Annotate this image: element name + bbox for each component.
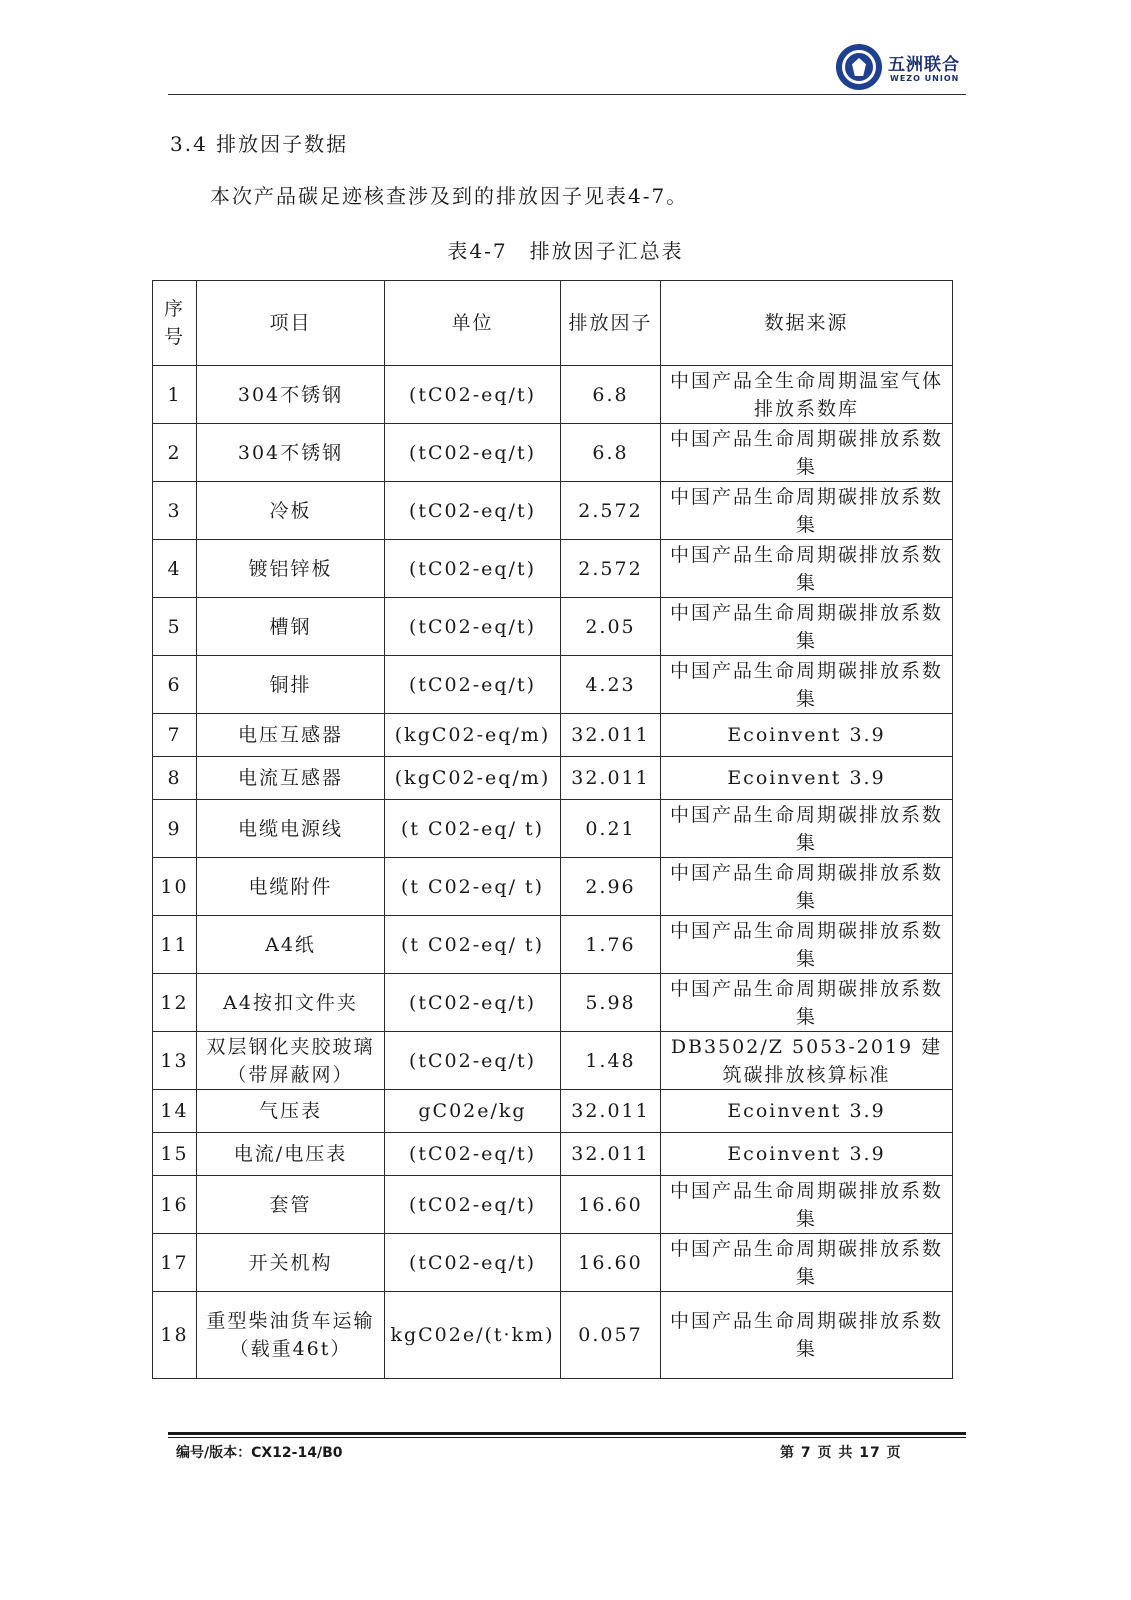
table-row xyxy=(153,1133,953,1176)
table-row xyxy=(153,1292,953,1379)
cell-source: 中国产品生命周期碳排放系数集 xyxy=(661,482,953,540)
table-row xyxy=(153,1234,953,1292)
cell-item: A4纸 xyxy=(197,916,385,974)
cell-item: 镀铝锌板 xyxy=(197,540,385,598)
cell-unit: (tC02-eq/t) xyxy=(385,1032,561,1090)
footer-divider-thin xyxy=(168,1437,966,1438)
table-row xyxy=(153,424,953,482)
cell-no: 18 xyxy=(153,1292,197,1379)
cell-item: 电流互感器 xyxy=(197,757,385,800)
cell-unit: (kgC02-eq/m) xyxy=(385,757,561,800)
cell-unit: (tC02-eq/t) xyxy=(385,598,561,656)
cell-no: 11 xyxy=(153,916,197,974)
cell-source: 中国产品生命周期碳排放系数集 xyxy=(661,974,953,1032)
cell-source: 中国产品生命周期碳排放系数集 xyxy=(661,1234,953,1292)
cell-source: 中国产品生命周期碳排放系数集 xyxy=(661,1292,953,1379)
cell-item: 双层钢化夹胶玻璃（带屏蔽网） xyxy=(197,1032,385,1090)
cell-unit: (t C02-eq/ t) xyxy=(385,916,561,974)
cell-no: 3 xyxy=(153,482,197,540)
cell-factor: 32.011 xyxy=(561,714,661,757)
cell-factor: 2.96 xyxy=(561,858,661,916)
cell-unit: (tC02-eq/t) xyxy=(385,1133,561,1176)
emission-factor-table xyxy=(152,280,953,1379)
header-divider xyxy=(168,94,966,95)
cell-no: 2 xyxy=(153,424,197,482)
table-row xyxy=(153,1176,953,1234)
cell-unit: (t C02-eq/ t) xyxy=(385,858,561,916)
col-header-source: 数据来源 xyxy=(661,281,953,366)
cell-source: 中国产品生命周期碳排放系数集 xyxy=(661,800,953,858)
cell-item: A4按扣文件夹 xyxy=(197,974,385,1032)
cell-item: 304不锈钢 xyxy=(197,424,385,482)
footer-divider-thick xyxy=(168,1432,966,1435)
cell-no: 1 xyxy=(153,366,197,424)
cell-source: 中国产品生命周期碳排放系数集 xyxy=(661,424,953,482)
col-header-item: 项目 xyxy=(197,281,385,366)
cell-factor: 6.8 xyxy=(561,424,661,482)
cell-item: 铜排 xyxy=(197,656,385,714)
cell-unit: (tC02-eq/t) xyxy=(385,974,561,1032)
table-row xyxy=(153,757,953,800)
table-row xyxy=(153,482,953,540)
cell-factor: 16.60 xyxy=(561,1176,661,1234)
cell-factor: 0.21 xyxy=(561,800,661,858)
cell-no: 8 xyxy=(153,757,197,800)
company-logo xyxy=(836,44,966,94)
page-number: 第 7 页 共 17 页 xyxy=(780,1445,902,1461)
cell-source: 中国产品生命周期碳排放系数集 xyxy=(661,656,953,714)
cell-factor: 32.011 xyxy=(561,1090,661,1133)
cell-factor: 32.011 xyxy=(561,1133,661,1176)
cell-unit: (tC02-eq/t) xyxy=(385,1234,561,1292)
cell-factor: 1.48 xyxy=(561,1032,661,1090)
cell-item: 重型柴油货车运输（载重46t） xyxy=(197,1292,385,1379)
cell-item: 槽钢 xyxy=(197,598,385,656)
cell-unit: kgC02e/(t·km) xyxy=(385,1292,561,1379)
cell-unit: (tC02-eq/t) xyxy=(385,540,561,598)
cell-no: 17 xyxy=(153,1234,197,1292)
table-row xyxy=(153,800,953,858)
cell-no: 4 xyxy=(153,540,197,598)
intro-paragraph: 本次产品碳足迹核查涉及到的排放因子见表4-7。 xyxy=(210,184,689,208)
cell-item: 304不锈钢 xyxy=(197,366,385,424)
table-row xyxy=(153,598,953,656)
cell-no: 5 xyxy=(153,598,197,656)
cell-unit: (t C02-eq/ t) xyxy=(385,800,561,858)
col-header-factor: 排放因子 xyxy=(561,281,661,366)
cell-source: 中国产品生命周期碳排放系数集 xyxy=(661,916,953,974)
cell-unit: gC02e/kg xyxy=(385,1090,561,1133)
cell-source: Ecoinvent 3.9 xyxy=(661,714,953,757)
cell-factor: 0.057 xyxy=(561,1292,661,1379)
table-row xyxy=(153,714,953,757)
cell-unit: (kgC02-eq/m) xyxy=(385,714,561,757)
logo-emblem-icon xyxy=(836,44,882,90)
cell-item: 电缆电源线 xyxy=(197,800,385,858)
cell-factor: 2.572 xyxy=(561,482,661,540)
table-row xyxy=(153,1090,953,1133)
table-caption: 表4-7 排放因子汇总表 xyxy=(447,239,684,263)
cell-no: 15 xyxy=(153,1133,197,1176)
cell-item: 电压互感器 xyxy=(197,714,385,757)
cell-item: 冷板 xyxy=(197,482,385,540)
logo-chinese-name: 五洲联合 xyxy=(888,55,960,75)
table-row xyxy=(153,858,953,916)
cell-no: 12 xyxy=(153,974,197,1032)
table-row xyxy=(153,540,953,598)
cell-source: 中国产品生命周期碳排放系数集 xyxy=(661,858,953,916)
cell-item: 开关机构 xyxy=(197,1234,385,1292)
table-row xyxy=(153,1032,953,1090)
cell-no: 9 xyxy=(153,800,197,858)
cell-source: 中国产品生命周期碳排放系数集 xyxy=(661,598,953,656)
cell-item: 电流/电压表 xyxy=(197,1133,385,1176)
cell-factor: 1.76 xyxy=(561,916,661,974)
table-row xyxy=(153,916,953,974)
cell-source: 中国产品生命周期碳排放系数集 xyxy=(661,540,953,598)
cell-item: 套管 xyxy=(197,1176,385,1234)
cell-source: 中国产品生命周期碳排放系数集 xyxy=(661,1176,953,1234)
col-header-no: 序号 xyxy=(153,281,197,366)
cell-no: 7 xyxy=(153,714,197,757)
cell-source: 中国产品全生命周期温室气体排放系数库 xyxy=(661,366,953,424)
cell-factor: 5.98 xyxy=(561,974,661,1032)
cell-item: 电缆附件 xyxy=(197,858,385,916)
cell-unit: (tC02-eq/t) xyxy=(385,424,561,482)
cell-source: Ecoinvent 3.9 xyxy=(661,1090,953,1133)
col-header-unit: 单位 xyxy=(385,281,561,366)
cell-source: DB3502/Z 5053-2019 建筑碳排放核算标准 xyxy=(661,1032,953,1090)
cell-factor: 4.23 xyxy=(561,656,661,714)
section-heading: 3.4 排放因子数据 xyxy=(170,132,349,156)
table-header-row xyxy=(153,281,953,366)
table-row xyxy=(153,366,953,424)
cell-unit: (tC02-eq/t) xyxy=(385,482,561,540)
cell-source: Ecoinvent 3.9 xyxy=(661,1133,953,1176)
cell-no: 6 xyxy=(153,656,197,714)
cell-unit: (tC02-eq/t) xyxy=(385,1176,561,1234)
cell-unit: (tC02-eq/t) xyxy=(385,366,561,424)
cell-source: Ecoinvent 3.9 xyxy=(661,757,953,800)
cell-factor: 32.011 xyxy=(561,757,661,800)
cell-no: 10 xyxy=(153,858,197,916)
cell-factor: 16.60 xyxy=(561,1234,661,1292)
cell-factor: 2.05 xyxy=(561,598,661,656)
cell-no: 16 xyxy=(153,1176,197,1234)
cell-factor: 2.572 xyxy=(561,540,661,598)
table-row xyxy=(153,974,953,1032)
logo-english-name: WEZO UNION xyxy=(890,74,960,83)
table-row xyxy=(153,656,953,714)
cell-no: 14 xyxy=(153,1090,197,1133)
doc-number: 编号/版本：CX12-14/B0 xyxy=(176,1445,343,1461)
cell-factor: 6.8 xyxy=(561,366,661,424)
cell-item: 气压表 xyxy=(197,1090,385,1133)
cell-no: 13 xyxy=(153,1032,197,1090)
cell-unit: (tC02-eq/t) xyxy=(385,656,561,714)
